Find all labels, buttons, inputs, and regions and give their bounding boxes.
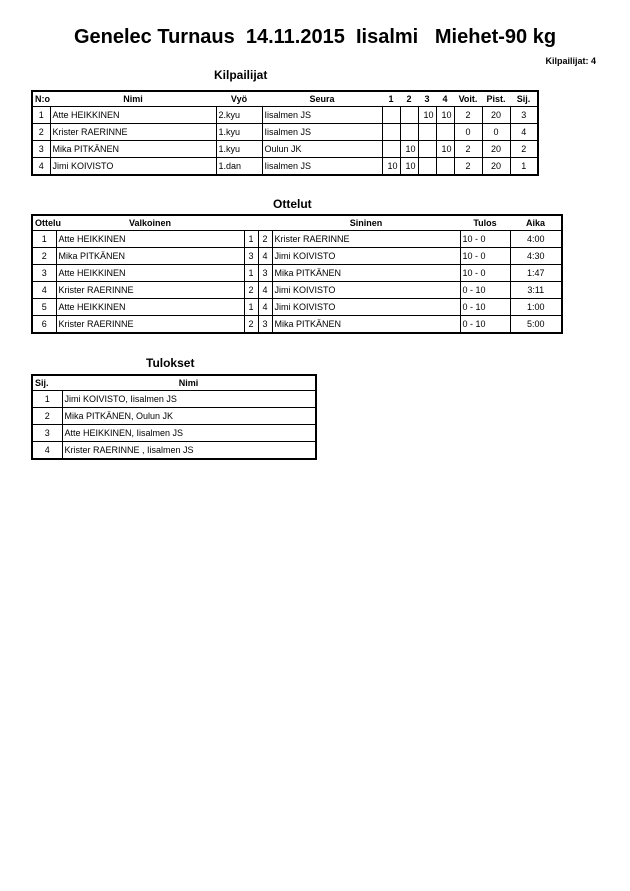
table-row (32, 124, 538, 141)
competitors-table (31, 90, 539, 176)
match-result: 10 - 0 (460, 248, 510, 265)
table-row (32, 442, 316, 460)
competitors-heading: Kilpailijat (214, 68, 268, 82)
wins-cell: 2 (454, 107, 482, 124)
score-cell (400, 107, 418, 124)
col-header: Aika (510, 215, 562, 231)
competitor-club: Iisalmen JS (262, 107, 382, 124)
match-result: 10 - 0 (460, 265, 510, 282)
white-competitor: Krister RAERINNE (56, 316, 244, 334)
blue-competitor: Krister RAERINNE (272, 231, 460, 248)
col-header: Vyö (216, 91, 262, 107)
col-header: N:o (32, 91, 50, 107)
score-cell: 10 (418, 107, 436, 124)
score-cell (418, 158, 436, 176)
white-competitor: Atte HEIKKINEN (56, 231, 244, 248)
match-number: 6 (32, 316, 56, 334)
score-cell (382, 107, 400, 124)
table-row (32, 248, 562, 265)
match-result: 0 - 10 (460, 282, 510, 299)
score-cell (436, 124, 454, 141)
blue-number: 4 (258, 299, 272, 316)
score-cell (418, 141, 436, 158)
wins-cell: 2 (454, 158, 482, 176)
table-row (32, 265, 562, 282)
col-header: Sij. (32, 375, 62, 391)
blue-competitor: Mika PITKÄNEN (272, 265, 460, 282)
result-place: 4 (32, 442, 62, 460)
match-number: 3 (32, 265, 56, 282)
blue-number: 2 (258, 231, 272, 248)
score-cell (418, 124, 436, 141)
col-header: Ottelu (32, 215, 56, 231)
match-time: 4:00 (510, 231, 562, 248)
score-cell: 10 (436, 141, 454, 158)
match-time: 1:47 (510, 265, 562, 282)
white-number: 1 (244, 299, 258, 316)
blue-number: 3 (258, 316, 272, 334)
matches-table (31, 214, 563, 334)
white-competitor: Mika PITKÄNEN (56, 248, 244, 265)
blue-competitor: Jimi KOIVISTO (272, 282, 460, 299)
col-header: 4 (436, 91, 454, 107)
table-row (32, 231, 562, 248)
table-row (32, 299, 562, 316)
place-cell: 2 (510, 141, 538, 158)
match-time: 4:30 (510, 248, 562, 265)
table-row (32, 425, 316, 442)
score-cell: 10 (400, 141, 418, 158)
points-cell: 0 (482, 124, 510, 141)
col-header: 2 (400, 91, 418, 107)
table-row (32, 107, 538, 124)
table-row (32, 408, 316, 425)
table-row (32, 158, 538, 176)
score-cell (382, 141, 400, 158)
white-number: 1 (244, 231, 258, 248)
col-header: 1 (382, 91, 400, 107)
white-competitor: Atte HEIKKINEN (56, 299, 244, 316)
competitor-number: 2 (32, 124, 50, 141)
match-time: 3:11 (510, 282, 562, 299)
col-header: Pist. (482, 91, 510, 107)
score-cell: 10 (382, 158, 400, 176)
competitor-name: Jimi KOIVISTO (50, 158, 216, 176)
table-row (32, 316, 562, 334)
white-number: 2 (244, 282, 258, 299)
white-number: 3 (244, 248, 258, 265)
result-name: Jimi KOIVISTO, Iisalmen JS (62, 391, 316, 408)
competitor-name: Atte HEIKKINEN (50, 107, 216, 124)
blue-number: 3 (258, 265, 272, 282)
result-place: 3 (32, 425, 62, 442)
blue-competitor: Mika PITKÄNEN (272, 316, 460, 334)
wins-cell: 2 (454, 141, 482, 158)
wins-cell: 0 (454, 124, 482, 141)
points-cell: 20 (482, 107, 510, 124)
competitor-belt: 1.kyu (216, 124, 262, 141)
match-number: 2 (32, 248, 56, 265)
match-result: 0 - 10 (460, 316, 510, 334)
competitor-belt: 1.dan (216, 158, 262, 176)
place-cell: 4 (510, 124, 538, 141)
match-time: 5:00 (510, 316, 562, 334)
col-header: Valkoinen (56, 215, 244, 231)
participant-count: Kilpailijat: 4 (545, 56, 596, 66)
table-row (32, 282, 562, 299)
col-header: Voit. (454, 91, 482, 107)
white-number: 2 (244, 316, 258, 334)
result-name: Atte HEIKKINEN, Iisalmen JS (62, 425, 316, 442)
results-heading: Tulokset (146, 356, 195, 370)
blue-number: 4 (258, 282, 272, 299)
col-header: Seura (262, 91, 382, 107)
table-row (32, 391, 316, 408)
match-number: 4 (32, 282, 56, 299)
col-header: 3 (418, 91, 436, 107)
place-cell: 3 (510, 107, 538, 124)
score-cell (400, 124, 418, 141)
points-cell: 20 (482, 141, 510, 158)
matches-heading: Ottelut (273, 197, 312, 211)
col-header: Nimi (62, 375, 316, 391)
col-header: Tulos (460, 215, 510, 231)
table-row (32, 141, 538, 158)
competitor-belt: 2.kyu (216, 107, 262, 124)
col-header: Sij. (510, 91, 538, 107)
points-cell: 20 (482, 158, 510, 176)
result-name: Mika PITKÄNEN, Oulun JK (62, 408, 316, 425)
score-cell (436, 158, 454, 176)
white-competitor: Krister RAERINNE (56, 282, 244, 299)
col-header: Sininen (272, 215, 460, 231)
result-place: 2 (32, 408, 62, 425)
page-title: Genelec Turnaus 14.11.2015 Iisalmi Miehet-90 kg (73, 26, 557, 48)
col-header: Nimi (50, 91, 216, 107)
blue-number: 4 (258, 248, 272, 265)
place-cell: 1 (510, 158, 538, 176)
result-name: Krister RAERINNE , Iisalmen JS (62, 442, 316, 460)
match-result: 10 - 0 (460, 231, 510, 248)
score-cell: 10 (436, 107, 454, 124)
white-number: 1 (244, 265, 258, 282)
blue-competitor: Jimi KOIVISTO (272, 248, 460, 265)
result-place: 1 (32, 391, 62, 408)
match-time: 1:00 (510, 299, 562, 316)
score-cell (382, 124, 400, 141)
competitor-club: Iisalmen JS (262, 158, 382, 176)
competitor-club: Iisalmen JS (262, 124, 382, 141)
competitor-club: Oulun JK (262, 141, 382, 158)
competitor-number: 1 (32, 107, 50, 124)
competitor-belt: 1.kyu (216, 141, 262, 158)
results-table (31, 374, 317, 460)
white-competitor: Atte HEIKKINEN (56, 265, 244, 282)
score-cell: 10 (400, 158, 418, 176)
match-result: 0 - 10 (460, 299, 510, 316)
match-number: 1 (32, 231, 56, 248)
competitor-number: 4 (32, 158, 50, 176)
competitor-number: 3 (32, 141, 50, 158)
competitor-name: Mika PITKÄNEN (50, 141, 216, 158)
competitor-name: Krister RAERINNE (50, 124, 216, 141)
match-number: 5 (32, 299, 56, 316)
blue-competitor: Jimi KOIVISTO (272, 299, 460, 316)
